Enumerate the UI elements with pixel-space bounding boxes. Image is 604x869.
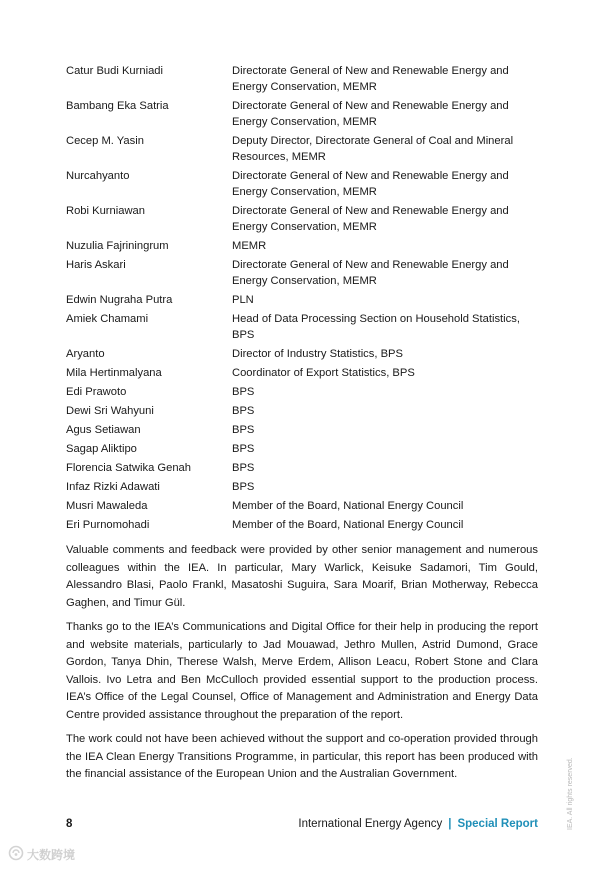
person-name: Florencia Satwika Genah <box>66 462 191 474</box>
person-name: Aryanto <box>66 348 105 360</box>
person-affiliation: BPS <box>232 386 255 398</box>
footer-separator: | <box>448 818 452 830</box>
person-affiliation: BPS <box>232 405 255 417</box>
paragraph-funding: The work could not have been achieved without the support and co-operation provided through the IEA Clean Energy Transitions Programme, in particular, this report has been produced with the financial assistance of the European Union and the Australian Government. <box>66 733 538 780</box>
page-footer <box>66 818 538 836</box>
person-affiliation: Directorate General of New and Renewable Energy and Energy Conservation, MEMR <box>232 100 509 128</box>
person-name: Bambang Eka Satria <box>66 100 169 112</box>
person-affiliation: Member of the Board, National Energy Council <box>232 500 464 512</box>
person-affiliation: Deputy Director, Directorate General of Coal and Mineral Resources, MEMR <box>232 135 514 163</box>
acknowledgement-row <box>66 203 541 235</box>
acknowledgement-row <box>66 292 541 308</box>
acknowledgement-row <box>66 403 541 419</box>
person-name: Nurcahyanto <box>66 170 130 182</box>
acknowledgement-row <box>66 365 541 381</box>
person-affiliation: BPS <box>232 481 255 493</box>
acknowledgement-row <box>66 479 541 495</box>
acknowledgement-row <box>66 517 541 533</box>
person-name: Cecep M. Yasin <box>66 135 144 147</box>
acknowledgement-row <box>66 98 541 130</box>
person-affiliation: Directorate General of New and Renewable Energy and Energy Conservation, MEMR <box>232 170 509 198</box>
person-name: Sagap Aliktipo <box>66 443 137 455</box>
acknowledgement-row <box>66 168 541 200</box>
acknowledgement-row <box>66 311 541 343</box>
acknowledgement-row <box>66 133 541 165</box>
person-affiliation: Member of the Board, National Energy Council <box>232 519 464 531</box>
person-name: Infaz Rizki Adawati <box>66 481 160 493</box>
acknowledgement-row <box>66 384 541 400</box>
person-affiliation: Director of Industry Statistics, BPS <box>232 348 403 360</box>
person-name: Mila Hertinmalyana <box>66 367 162 379</box>
person-affiliation: Head of Data Processing Section on Household Statistics, BPS <box>232 313 520 341</box>
person-name: Edwin Nugraha Putra <box>66 294 173 306</box>
paragraph-communications: Thanks go to the IEA’s Communications and Digital Office for their help in producing the report and website materials, particularly to Jad Mouawad, Jethro Mullen, Astrid Dumond, Grace Gordon, Tanya Dhin, Therese Walsh, Merve Erdem, Allison Leacu, Robert Stone and Clara Vallois. Ivo Letra and Ben McCulloch provided essential support to the production process. IEA’s Office of the Legal Counsel, Office of Management and Administration and Energy Data Centre provided assistance throughout the preparation of the report. <box>66 621 538 721</box>
page-number: 8 <box>66 818 73 830</box>
acknowledgement-list <box>66 63 541 536</box>
person-affiliation: BPS <box>232 443 255 455</box>
acknowledgement-row <box>66 422 541 438</box>
person-affiliation: Directorate General of New and Renewable Energy and Energy Conservation, MEMR <box>232 259 509 287</box>
person-affiliation: MEMR <box>232 240 267 252</box>
person-name: Robi Kurniawan <box>66 205 145 217</box>
person-affiliation: BPS <box>232 424 255 436</box>
person-name: Nuzulia Fajriningrum <box>66 240 169 252</box>
watermark-text: 大数跨境 <box>27 848 76 862</box>
person-name: Eri Purnomohadi <box>66 519 150 531</box>
person-name: Edi Prawoto <box>66 386 127 398</box>
person-name: Amiek Chamami <box>66 313 149 325</box>
acknowledgement-row <box>66 498 541 514</box>
footer-agency: International Energy Agency <box>298 818 443 830</box>
acknowledgement-row <box>66 441 541 457</box>
copyright-notice: IEA. All rights reserved. <box>567 757 574 830</box>
person-name: Catur Budi Kurniadi <box>66 65 164 77</box>
person-affiliation: BPS <box>232 462 255 474</box>
person-affiliation: Directorate General of New and Renewable Energy and Energy Conservation, MEMR <box>232 205 509 233</box>
person-name: Agus Setiawan <box>66 424 141 436</box>
person-affiliation: Directorate General of New and Renewable Energy and Energy Conservation, MEMR <box>232 65 509 93</box>
person-affiliation: PLN <box>232 294 254 306</box>
person-name: Haris Askari <box>66 259 126 271</box>
footer-title <box>298 818 538 830</box>
acknowledgement-row <box>66 63 541 95</box>
footer-report-name: Special Report <box>457 818 538 830</box>
person-affiliation: Coordinator of Export Statistics, BPS <box>232 367 415 379</box>
acknowledgement-row <box>66 460 541 476</box>
acknowledgement-paragraphs <box>66 542 538 791</box>
watermark-logo-icon <box>8 845 24 861</box>
person-name: Dewi Sri Wahyuni <box>66 405 154 417</box>
person-name: Musri Mawaleda <box>66 500 148 512</box>
acknowledgement-row <box>66 238 541 254</box>
paragraph-senior-management: Valuable comments and feedback were provided by other senior management and numerous colleagues within the IEA. In particular, Mary Warlick, Keisuke Sadamori, Tim Gould, Alessandro Blasi, Paolo Frankl, Masatoshi Suguira, Sara Moarif, Brian Motherway, Rebecca Gaghen, and Timur Gül. <box>66 544 538 609</box>
acknowledgement-row <box>66 346 541 362</box>
acknowledgement-row <box>66 257 541 289</box>
